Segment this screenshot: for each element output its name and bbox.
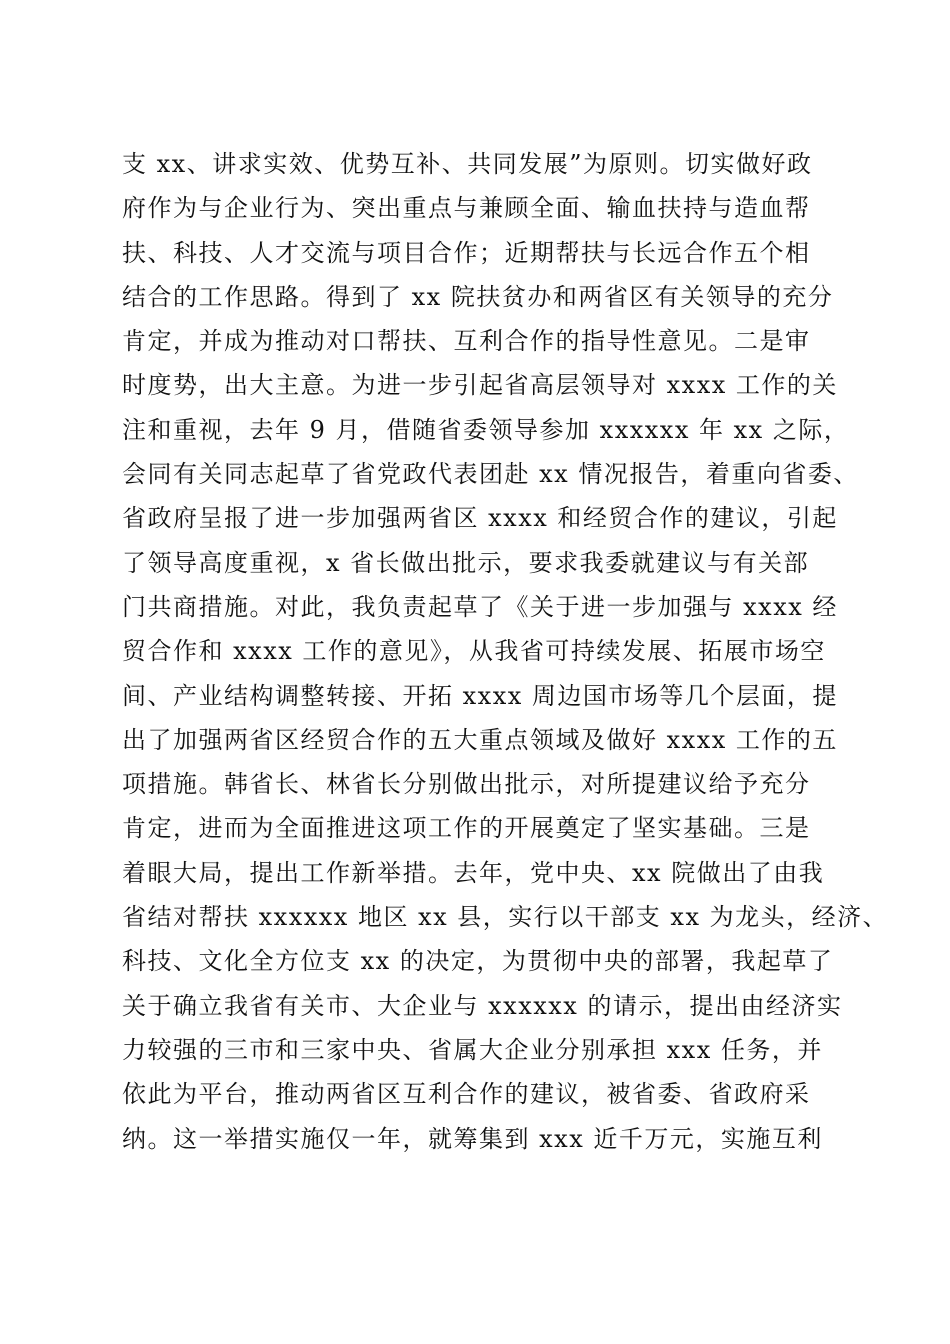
text-line-23: 纳。这一举措实施仅一年，就筹集到 xxx 近千万元，实施互利 xyxy=(122,1124,823,1153)
text-line-19: 科技、文化全方位支 xx 的决定，为贯彻中央的部署，我起草了 xyxy=(122,947,834,976)
text-line-13: 间、产业结构调整转接、开拓 xxxx 周边国市场等几个层面，提 xyxy=(122,681,838,710)
text-line-10: 了领导高度重视，x 省长做出批示，要求我委就建议与有关部 xyxy=(122,548,810,577)
text-line-5: 肯定，并成为推动对口帮扶、互利合作的指导性意见。二是审 xyxy=(122,327,811,356)
text-line-18: 省结对帮扶 xxxxxx 地区 xx 县，实行以干部支 xx 为龙头，经济、 xyxy=(122,903,889,932)
text-line-2: 府作为与企业行为、突出重点与兼顾全面、输血扶持与造血帮 xyxy=(122,194,811,223)
text-line-20: 关于确立我省有关市、大企业与 xxxxxx 的请示，提出由经济实 xyxy=(122,991,843,1020)
text-line-17: 着眼大局，提出工作新举措。去年，党中央、xx 院做出了由我 xyxy=(122,858,825,887)
text-line-4: 结合的工作思路。得到了 xx 院扶贫办和两省区有关领导的充分 xyxy=(122,282,834,311)
text-line-7: 注和重视，去年 9 月，借随省委领导参加 xxxxxx 年 xx 之际， xyxy=(122,415,850,444)
body-text xyxy=(122,142,889,1161)
text-line-22: 依此为平台，推动两省区互利合作的建议，被省委、省政府采 xyxy=(122,1080,811,1109)
text-line-11: 门共商措施。对此，我负责起草了《关于进一步加强与 xxxx 经 xyxy=(122,592,838,621)
text-line-12: 贸合作和 xxxx 工作的意见》，从我省可持续发展、拓展市场空 xyxy=(122,637,826,666)
text-line-14: 出了加强两省区经贸合作的五大重点领域及做好 xxxx 工作的五 xyxy=(122,725,838,754)
text-line-16: 肯定，进而为全面推进这项工作的开展奠定了坚实基础。三是 xyxy=(122,814,811,843)
text-line-3: 扶、科技、人才交流与项目合作；近期帮扶与长远合作五个相 xyxy=(122,238,811,267)
text-line-6: 时度势，出大主意。为进一步引起省高层领导对 xxxx 工作的关 xyxy=(122,371,838,400)
text-line-8: 会同有关同志起草了省党政代表团赴 xx 情况报告，着重向省委、 xyxy=(122,460,859,489)
text-line-1: 支 xx、讲求实效、优势互补、共同发展”为原则。切实做好政 xyxy=(122,150,813,178)
text-line-21: 力较强的三市和三家中央、省属大企业分别承担 xxx 任务，并 xyxy=(122,1035,823,1064)
text-line-15: 项措施。韩省长、林省长分别做出批示，对所提建议给予充分 xyxy=(122,770,811,799)
text-line-9: 省政府呈报了进一步加强两省区 xxxx 和经贸合作的建议，引起 xyxy=(122,504,838,533)
